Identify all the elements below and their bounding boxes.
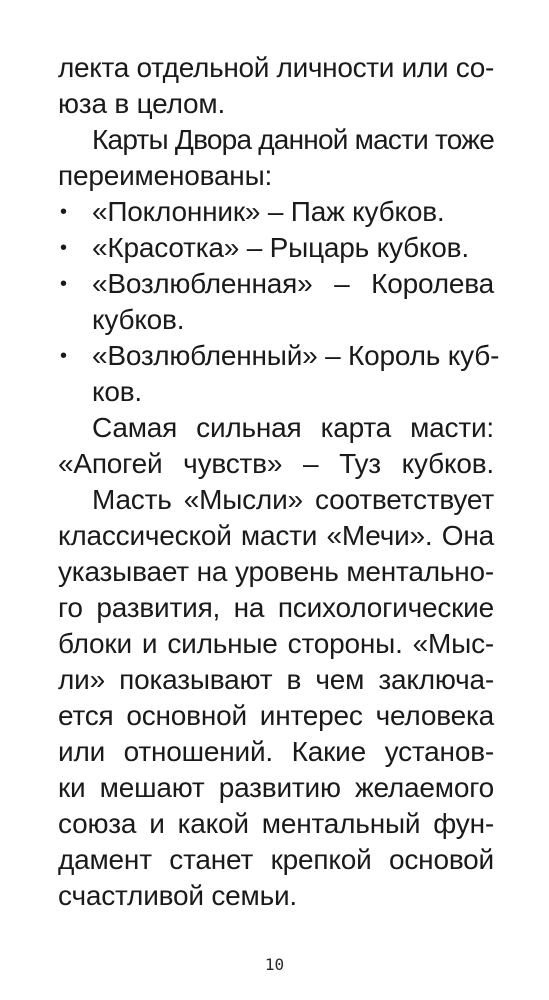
list-item-dash: –: [334, 268, 350, 299]
text-line: «Апогей чувств» – Туз кубков.: [58, 448, 494, 479]
list-item-text: «Возлюбленный» – Король куб-: [92, 340, 500, 371]
text-line: ется основной интерес человека: [58, 700, 494, 731]
text-line: лекта отдельной личности или со-: [58, 52, 494, 83]
page-number: 10: [264, 955, 285, 974]
text-line: ки мешают развитию желаемого: [58, 772, 494, 803]
list-item: [58, 230, 494, 266]
list-item-text: «Поклонник» – Паж кубков.: [92, 196, 445, 227]
text-line: ли» показывают в чем заключа-: [58, 664, 494, 695]
list-item: [58, 194, 494, 230]
list-item: [58, 338, 500, 374]
text-line: дамент станет крепкой основой: [58, 844, 494, 875]
list-item-continuation: кубков.: [92, 304, 185, 335]
bullet-icon: •: [60, 345, 67, 367]
text-line: Самая сильная карта масти:: [92, 412, 494, 443]
bullet-icon: •: [60, 237, 67, 259]
text-line: счастливой семьи.: [58, 880, 298, 911]
list-item-word: «Возлюбленная»: [92, 268, 313, 299]
text-line: го развития, на психологические: [58, 592, 494, 623]
text-line: переименованы:: [58, 160, 273, 191]
text-line: Карты Двора данной масти тоже: [92, 124, 494, 155]
list-item-text: [92, 266, 494, 302]
list-item: [58, 266, 494, 302]
text-line: Масть «Мысли» соответствует: [92, 484, 494, 515]
text-line: блоки и сильные стороны. «Мыс-: [58, 628, 494, 659]
text-line: союза и какой ментальный фун-: [58, 808, 494, 839]
list-item-word: Королева: [371, 268, 494, 299]
bullet-icon: •: [60, 201, 67, 223]
bullet-icon: •: [60, 273, 67, 295]
list-item-text: «Красотка» – Рыцарь кубков.: [92, 232, 469, 263]
page-body: [58, 50, 500, 914]
text-line: указывает на уровень ментально-: [58, 556, 494, 587]
text-line: классической масти «Мечи». Она: [58, 520, 494, 551]
text-line: юза в целом.: [58, 88, 226, 119]
list-item-continuation: ков.: [92, 376, 142, 407]
text-line: или отношений. Какие установ-: [58, 736, 494, 767]
